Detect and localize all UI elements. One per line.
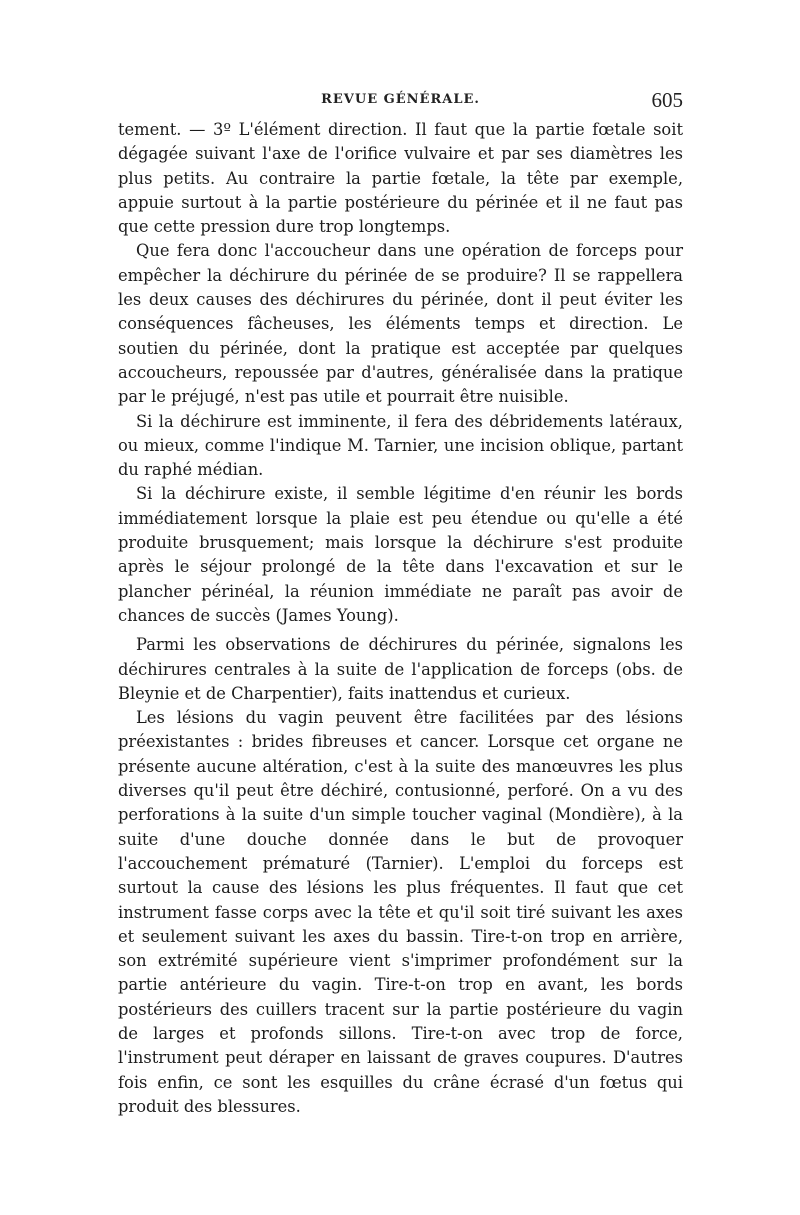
running-head (118, 88, 683, 118)
paragraph-imminent-tear: Si la déchirure est imminente, il fera des débridements latéraux, ou mieux, comme l'indique M. Tarnier, une incision oblique, partant du raphé médian. (118, 411, 683, 480)
paragraph-vaginal-lesions: Les lésions du vagin peuvent être facilitées par des lésions préexistantes : brides fibreuses et cancer. Lorsque cet organe ne présente aucune altération, c'est à la suite des manœuvres les plus diverses qu'il peut être déchiré, contusionné, perforé. On a vu des perforations à la suite d'un simple toucher vaginal (Mondière), à la suite d'une douche donnée dans le but de provoquer l'accouchement prématuré (Tarnier). L'emploi du forceps est surtout la cause des lésions les plus fréquentes. Il faut que cet instrument fasse corps avec la tête et qu'il soit tiré suivant les axes et seulement suivant les axes du bassin. Tire-t-on trop en arrière, son extrémité supérieure vient s'imprimer profondément sur la partie antérieure du vagin. Tire-t-on trop en avant, les bords postérieurs des cuillers tracent sur la partie postérieure du vagin de larges et profonds sillons. Tire-t-on avec trop de force, l'instrument peut déraper en laissant de graves coupures. D'autres fois enfin, ce sont les esquilles du crâne écrasé d'un fœtus qui produit des blessures. (118, 708, 683, 1116)
body-text (118, 118, 683, 1119)
document-page (118, 88, 683, 1119)
paragraph-central-tears: Parmi les observations de déchirures du périnée, signalons les déchirures centrales à la suite de l'application de forceps (obs. de Bleynie et de Charpentier), faits inattendus et curieux. (118, 635, 683, 703)
running-title: REVUE GÉNÉRALE. (321, 92, 480, 107)
page-number: 605 (651, 88, 683, 112)
paragraph-existing-tear: Si la déchirure existe, il semble légitime d'en réunir les bords immédiatement lorsque la plaie est peu étendue ou qu'elle a été produite brusquement; mais lorsque la déchirure s'est produite après le séjour prolongé de la tête dans l'excavation et sur le plancher périnéal, la réunion immédiate ne paraît pas avoir de chances de succès (James Young). (118, 484, 683, 625)
paragraph-forceps-question: Que fera donc l'accoucheur dans une opération de forceps pour empêcher la déchirure du périnée de se produire? Il se rappellera les deux causes des déchirures du périnée, dont il peut éviter les conséquences fâcheuses, les éléments temps et direction. Le soutien du périnée, dont la pratique est acceptée par quelques accoucheurs, repoussée par d'autres, généralisée dans la pratique par le préjugé, n'est pas utile et pourrait être nuisible. (118, 241, 683, 407)
paragraph-continued: tement. — 3º L'élément direction. Il faut que la partie fœtale soit dégagée suivant l'axe de l'orifice vulvaire et par ses diamètres les plus petits. Au contraire la partie fœtale, la tête par exemple, appuie surtout à la partie postérieure du périnée et il ne faut pas que cette pression dure trop longtemps. (118, 120, 683, 237)
